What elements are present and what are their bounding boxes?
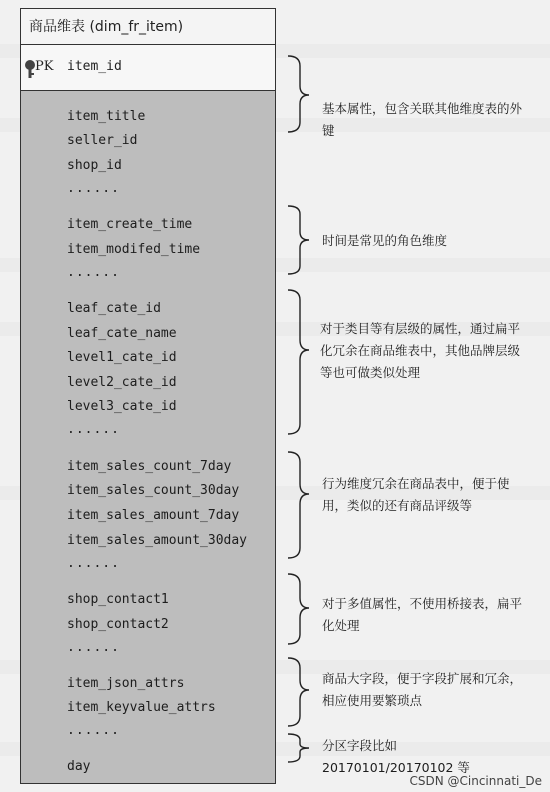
field-ellipsis: ...... [67,723,120,738]
field-shop-contact1: shop_contact1 [67,592,169,607]
field-shop-id: shop_id [67,158,122,173]
field-ellipsis: ...... [67,556,120,571]
field-item-title: item_title [67,109,146,124]
annotation-partition: 分区字段比如 20170101/20170102 等 [322,738,470,775]
field-ellipsis: ...... [67,640,120,655]
field-leaf-cate-id: leaf_cate_id [67,301,161,316]
field-shop-contact2: shop_contact2 [67,617,169,632]
brace-group-partition [288,734,309,762]
annotation-large-fields: 商品大字段，便于字段扩展和冗余，相应使用要繁琐点 [322,671,523,708]
pk-field: item_id [67,59,122,74]
annotation-behavior: 行为维度冗余在商品表中，便于使用，类似的还有商品评级等 [322,476,510,513]
brace-group-category [288,290,309,434]
brace-group-large-fields [288,658,309,726]
field-leaf-cate-name: leaf_cate_name [67,326,177,341]
field-seller-id: seller_id [67,133,138,148]
field-item-sales-amount-7day: item_sales_amount_7day [67,508,240,523]
field-item-sales-count-30day: item_sales_count_30day [67,483,240,498]
field-day: day [67,759,91,774]
field-ellipsis: ...... [67,422,120,437]
field-level1-cate-id: level1_cate_id [67,350,177,365]
brace-group-behavior [288,452,309,558]
field-level3-cate-id: level3_cate_id [67,399,177,414]
watermark: CSDN @Cincinnati_De [409,774,542,788]
field-item-json-attrs: item_json_attrs [67,676,185,691]
field-item-modifed-time: item_modifed_time [67,242,201,257]
pk-label: PK [35,59,54,74]
field-ellipsis: ...... [67,181,120,196]
brace-group-time [288,206,309,274]
field-item-create-time: item_create_time [67,217,193,232]
field-level2-cate-id: level2_cate_id [67,375,177,390]
annotation-basic: 基本属性，包含关联其他维度表的外键 [322,101,523,138]
table-title: 商品维表 (dim_fr_item) [21,9,275,45]
annotation-category: 对于类目等有层级的属性，通过扁平化冗余在商品维表中，其他品牌层级等也可做类似处理 [320,321,521,380]
field-item-keyvalue-attrs: item_keyvalue_attrs [67,700,216,715]
field-item-sales-amount-30day: item_sales_amount_30day [67,533,248,548]
field-item-sales-count-7day: item_sales_count_7day [67,459,232,474]
brace-group-multivalue [288,574,309,644]
brace-group-basic [288,56,309,132]
field-ellipsis: ...... [67,265,120,280]
annotation-time: 时间是常见的角色维度 [322,233,448,248]
annotation-multivalue: 对于多值属性，不使用桥接表，扁平化处理 [322,596,523,633]
